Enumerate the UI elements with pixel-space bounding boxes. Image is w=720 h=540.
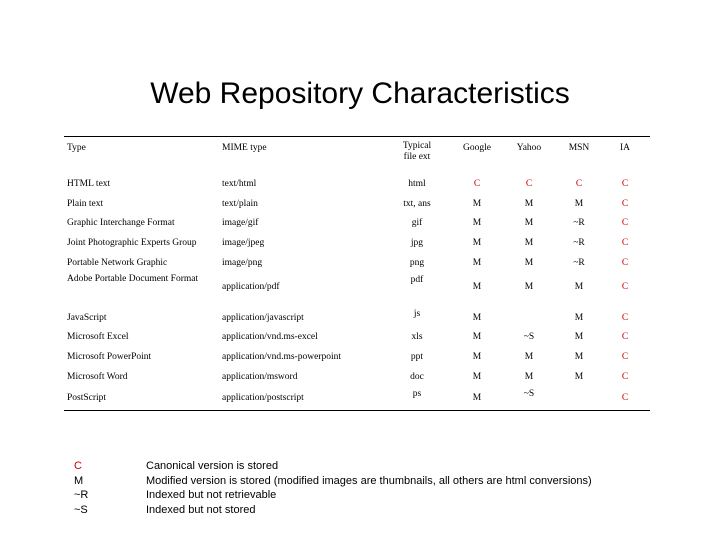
cell-mime: image/gif xyxy=(222,218,259,228)
cell-ext: pdf xyxy=(410,275,424,285)
legend-desc: Indexed but not stored xyxy=(146,503,256,516)
table-row xyxy=(64,328,650,346)
cell-type: Microsoft Excel xyxy=(67,332,129,342)
cell-type: Microsoft Word xyxy=(67,372,128,382)
cell-ia: C xyxy=(621,332,629,342)
cell-yahoo: M xyxy=(524,238,534,248)
cell-mime: text/html xyxy=(222,179,257,189)
cell-ia: C xyxy=(621,258,629,268)
legend-item xyxy=(0,474,720,489)
header-msn: MSN xyxy=(568,143,590,153)
cell-google: M xyxy=(472,218,482,228)
table-row xyxy=(64,195,650,213)
table-row xyxy=(64,348,650,366)
cell-type: HTML text xyxy=(67,179,111,189)
cell-google: M xyxy=(472,282,482,292)
cell-ext: js xyxy=(413,309,421,319)
cell-msn: ~R xyxy=(573,238,585,248)
cell-google: M xyxy=(472,199,482,209)
cell-msn: M xyxy=(574,313,584,323)
cell-type: JavaScript xyxy=(67,313,107,323)
cell-yahoo: ~S xyxy=(523,389,535,399)
cell-google: M xyxy=(472,372,482,382)
cell-type: Microsoft PowerPoint xyxy=(67,352,152,362)
table-row xyxy=(64,274,650,306)
cell-msn: ~R xyxy=(573,258,585,268)
cell-yahoo: C xyxy=(525,179,533,189)
table-row xyxy=(64,234,650,252)
cell-yahoo: ~S xyxy=(523,332,535,342)
legend-item xyxy=(0,488,720,503)
cell-mime: text/plain xyxy=(222,199,258,209)
cell-ia: C xyxy=(621,313,629,323)
cell-yahoo: M xyxy=(524,352,534,362)
cell-ext: jpg xyxy=(410,238,424,248)
cell-msn: M xyxy=(574,199,584,209)
legend-code: ~S xyxy=(74,503,88,516)
cell-type: Graphic Interchange Format xyxy=(67,218,175,228)
cell-ext: gif xyxy=(411,218,423,228)
header-mime: MIME type xyxy=(222,143,267,153)
cell-ext: html xyxy=(408,179,426,189)
cell-type: Plain text xyxy=(67,199,104,209)
header-ia: IA xyxy=(619,143,631,153)
cell-msn: M xyxy=(574,352,584,362)
cell-yahoo: M xyxy=(524,372,534,382)
cell-google: C xyxy=(473,179,481,189)
cell-ia: C xyxy=(621,372,629,382)
cell-google: M xyxy=(472,258,482,268)
cell-ext: ps xyxy=(412,389,422,399)
cell-yahoo: M xyxy=(524,199,534,209)
cell-ia: C xyxy=(621,179,629,189)
cell-mime: application/vnd.ms-powerpoint xyxy=(222,352,341,362)
cell-yahoo: M xyxy=(524,218,534,228)
cell-ext: txt, ans xyxy=(403,199,431,209)
cell-msn: ~R xyxy=(573,218,585,228)
table-bottom-rule xyxy=(64,410,650,411)
legend-item xyxy=(0,459,720,474)
cell-ia: C xyxy=(621,199,629,209)
cell-ia: C xyxy=(621,393,629,403)
legend-code: C xyxy=(74,460,82,472)
cell-msn: M xyxy=(574,372,584,382)
cell-msn: M xyxy=(574,282,584,292)
cell-type: Joint Photographic Experts Group xyxy=(67,238,197,248)
cell-ext: doc xyxy=(410,372,424,382)
table-row xyxy=(64,214,650,232)
cell-mime: application/vnd.ms-excel xyxy=(222,332,318,342)
cell-google: M xyxy=(472,393,482,403)
legend-code: M xyxy=(74,474,84,487)
header-ext-line2: file ext xyxy=(403,152,431,162)
cell-google: M xyxy=(472,332,482,342)
table-row xyxy=(64,388,650,406)
cell-mime: image/png xyxy=(222,258,263,268)
cell-ia: C xyxy=(621,218,629,228)
cell-msn: C xyxy=(575,179,583,189)
table-row xyxy=(64,175,650,193)
cell-ia: C xyxy=(621,238,629,248)
legend-desc: Indexed but not retrievable xyxy=(146,489,277,501)
legend-code: ~R xyxy=(74,489,89,501)
cell-ext: ppt xyxy=(410,352,424,362)
cell-type: Portable Network Graphic xyxy=(67,258,168,268)
cell-ext: png xyxy=(409,258,425,268)
header-ext-line1: Typical xyxy=(402,141,432,151)
table-row xyxy=(64,308,650,326)
cell-yahoo: M xyxy=(524,282,534,292)
table-row xyxy=(64,368,650,386)
cell-type: Adobe Portable Document Format xyxy=(67,274,199,284)
legend-item xyxy=(0,503,720,518)
cell-ext: xls xyxy=(411,332,423,342)
cell-google: M xyxy=(472,313,482,323)
slide-title: Web Repository Characteristics xyxy=(150,77,570,110)
cell-type: PostScript xyxy=(67,393,107,403)
cell-yahoo: M xyxy=(524,258,534,268)
cell-google: M xyxy=(472,352,482,362)
legend-desc: Modified version is stored (modified images are thumbnails, all others are html conversions) xyxy=(146,474,592,487)
cell-ia: C xyxy=(621,352,629,362)
table-header-row xyxy=(64,136,650,172)
header-type: Type xyxy=(67,143,86,153)
cell-mime: image/jpeg xyxy=(222,238,265,248)
header-google: Google xyxy=(463,143,491,153)
header-yahoo: Yahoo xyxy=(516,143,542,153)
cell-mime: application/postscript xyxy=(222,393,304,403)
cell-mime: application/msword xyxy=(222,372,298,382)
cell-mime: application/pdf xyxy=(222,282,280,292)
cell-msn: M xyxy=(574,332,584,342)
table-row xyxy=(64,254,650,272)
cell-google: M xyxy=(472,238,482,248)
cell-mime: application/javascript xyxy=(222,313,304,323)
cell-ia: C xyxy=(621,282,629,292)
legend-desc: Canonical version is stored xyxy=(146,460,279,472)
header-ext xyxy=(382,141,452,163)
